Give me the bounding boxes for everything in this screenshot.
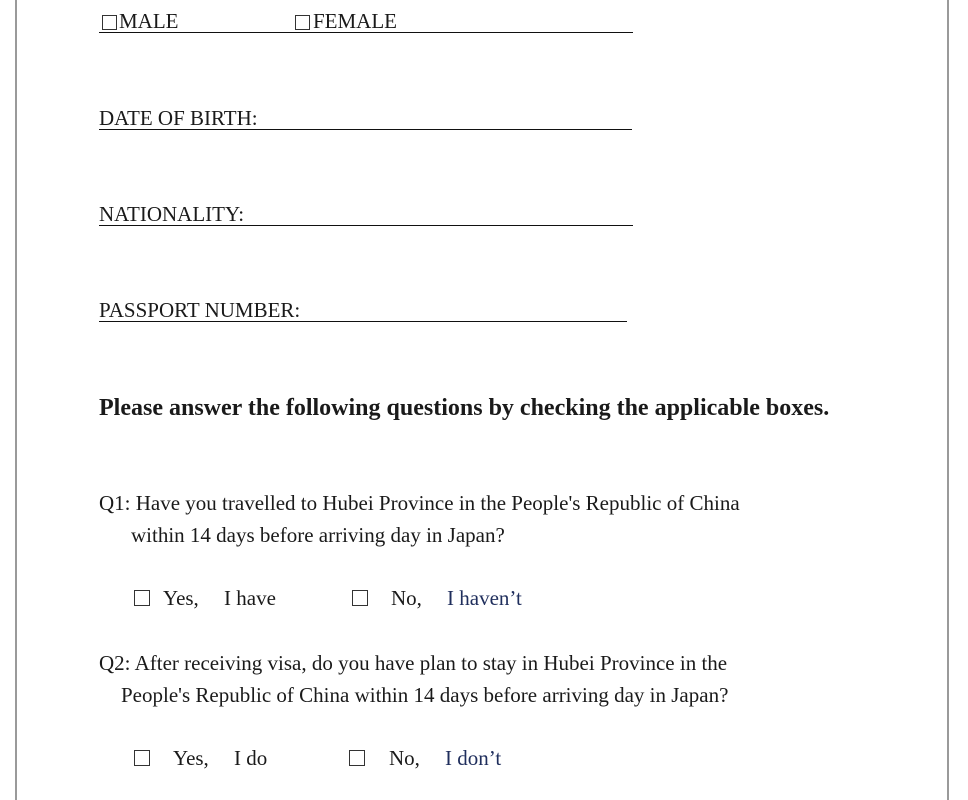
male-checkbox[interactable]: [102, 15, 117, 30]
date-of-birth-label: DATE OF BIRTH:: [99, 106, 258, 130]
question-2-line-1: Q2: After receiving visa, do you have plan to stay in Hubei Province in the: [99, 651, 728, 675]
q2-no-label: No,: [389, 746, 420, 770]
q2-yes-sublabel: I do: [234, 746, 268, 770]
question-1-line-1: Q1: Have you travelled to Hubei Province in the People's Republic of China: [99, 491, 740, 515]
nationality-label: NATIONALITY:: [99, 202, 245, 226]
male-label: MALE: [119, 9, 179, 33]
female-label: FEMALE: [313, 9, 397, 33]
gender-field: [99, 10, 633, 33]
q2-no-sublabel: I don’t: [445, 746, 502, 770]
question-1-answers: [133, 586, 553, 610]
q1-no-checkbox[interactable]: [352, 590, 368, 606]
date-of-birth-field[interactable]: [99, 107, 632, 130]
q2-yes-checkbox[interactable]: [134, 750, 150, 766]
q2-no-checkbox[interactable]: [349, 750, 365, 766]
instructions-heading: Please answer the following questions by checking the applicable boxes.: [99, 395, 830, 421]
female-checkbox[interactable]: [295, 15, 310, 30]
question-1-line-2: within 14 days before arriving day in Japan?: [131, 523, 505, 547]
question-2-line-2: People's Republic of China within 14 days before arriving day in Japan?: [121, 683, 729, 707]
q1-no-label: No,: [391, 586, 422, 610]
passport-number-field[interactable]: [99, 299, 627, 322]
q1-yes-sublabel: I have: [224, 586, 276, 610]
q2-yes-label: Yes,: [173, 746, 209, 770]
question-2-answers: [133, 746, 553, 770]
q1-yes-label: Yes,: [163, 586, 199, 610]
nationality-field[interactable]: [99, 203, 633, 226]
q1-yes-checkbox[interactable]: [134, 590, 150, 606]
passport-number-label: PASSPORT NUMBER:: [99, 298, 301, 322]
question-2: [99, 647, 859, 711]
q1-no-sublabel: I haven’t: [447, 586, 522, 610]
question-1: [99, 487, 859, 551]
